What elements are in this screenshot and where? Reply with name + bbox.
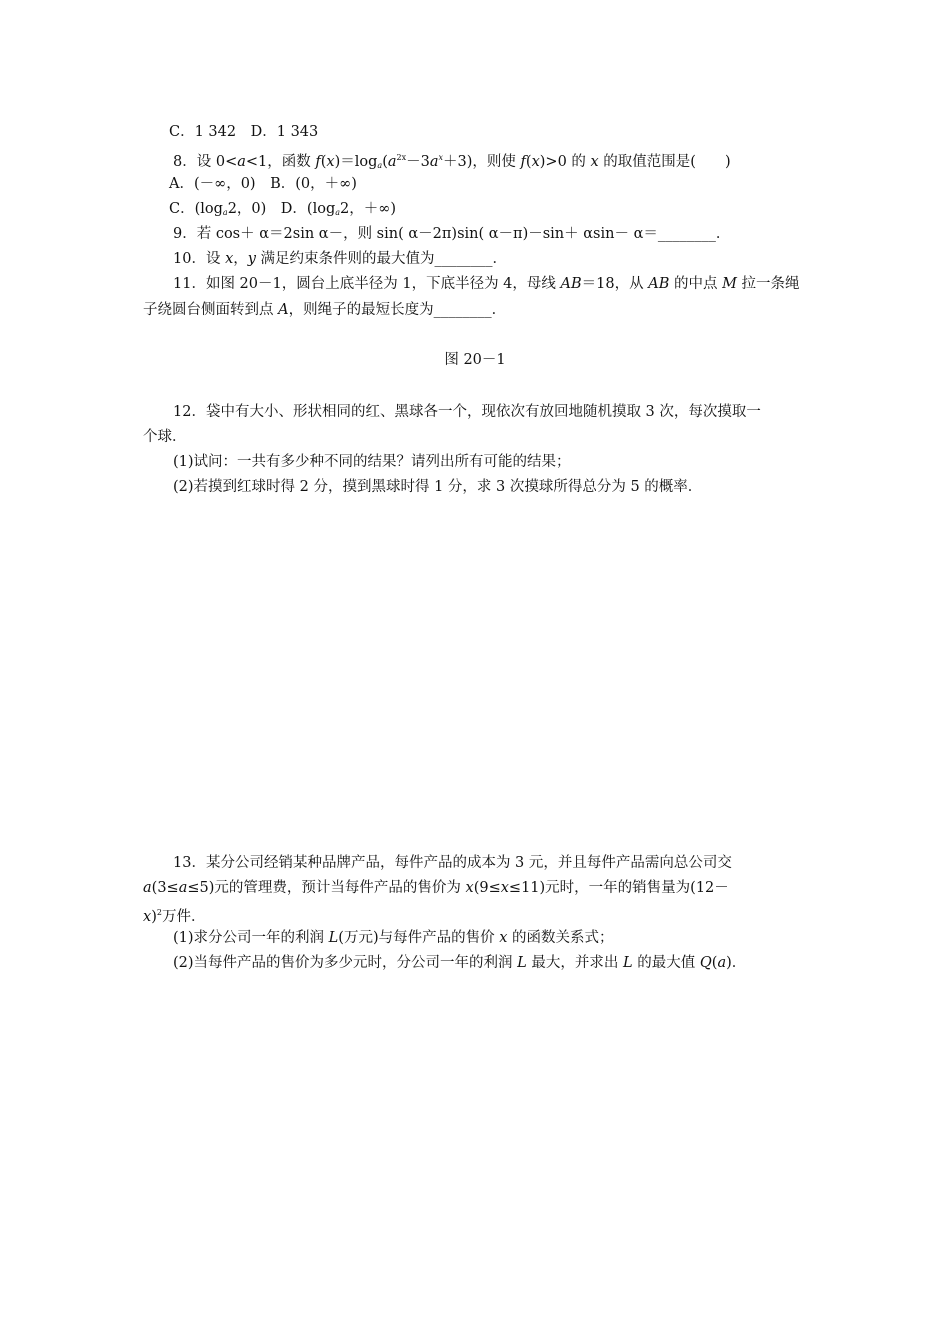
- q12-stem-line2: 个球．: [143, 429, 187, 445]
- figure-caption: 图 20－1: [444, 352, 506, 368]
- q12-part1: (1)试问：一共有多少种不同的结果？请列出所有可能的结果；: [173, 454, 571, 470]
- q11-stem-line1: 11．如图 20－1，圆台上底半径为 1，下底半径为 4，母线 AB＝18，从 AB 的中点 M 拉一条绳: [173, 276, 800, 292]
- q10-stem: 10．设 x，y 满足约束条件则的最大值为________．: [173, 251, 508, 267]
- q8-stem: 8．设 0<a<1，函数 $f(x)=\log_a(a^{2x}-3a^x+3)$，则使 f(x)>0 的 x 的取值范围是( ): [173, 153, 731, 170]
- q12-part2: (2)若摸到红球时得 2 分，摸到黑球时得 1 分，求 3 次摸球所得总分为 5 的概率．: [173, 479, 703, 495]
- q13-stem-line2: a(3≤a≤5)元的管理费，预计当每件产品的售价为 x(9≤x≤11)元时，一年的销售量为(12－: [143, 880, 729, 896]
- q8-options-ab: A．(－∞，0) B．(0，＋∞): [169, 176, 357, 192]
- q13-part2: (2)当每件产品的售价为多少元时，分公司一年的利润 L 最大，并求出 L 的最大值 Q(a)．: [173, 955, 747, 971]
- q12-stem-line1: 12．袋中有大小、形状相同的红、黑球各一个，现依次有放回地随机摸取 3 次，每次摸取一: [173, 404, 761, 420]
- q9-stem: 9．若 cos＋ α＝2sin α－，则 sin( α－2π)sin( α－π)－sin＋ αsin－ α＝________．: [173, 226, 731, 242]
- q11-stem-line2: 子绕圆台侧面转到点 A，则绳子的最短长度为________．: [143, 302, 507, 318]
- q13-part1: (1)求分公司一年的利润 L(万元)与每件产品的售价 x 的函数关系式；: [173, 930, 614, 946]
- q8-options-cd: C．($\log_a2$，0) D．($\log_a2$，＋∞): [169, 201, 396, 217]
- q13-stem-line3: x)$^2$万件．: [143, 908, 206, 925]
- q13-stem-line1: 13．某分公司经销某种品牌产品，每件产品的成本为 3 元，并且每件产品需向总公司交: [173, 855, 732, 871]
- q7-options-cd: C．1 342 D．1 343: [169, 124, 319, 140]
